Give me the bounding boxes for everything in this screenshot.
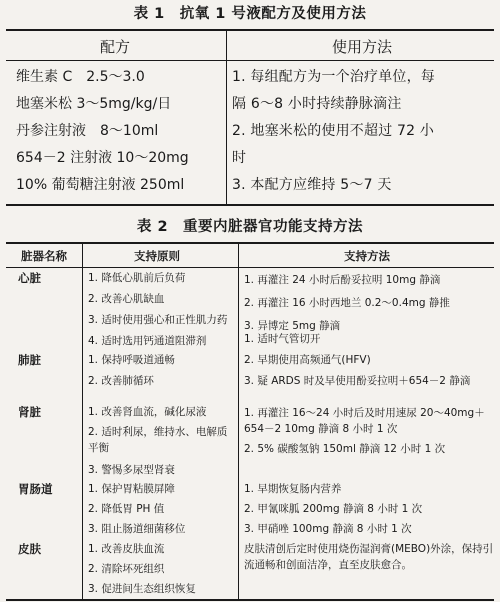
organ-lung: 肺脏 bbox=[18, 353, 41, 367]
principle-item: 3. 警惕多尿型肾衰 bbox=[88, 464, 175, 476]
usage-line: 时 bbox=[232, 150, 247, 166]
usage-line: 隔 6～8 小时持续静脉滴注 bbox=[232, 96, 402, 112]
table1-column-divider bbox=[226, 30, 227, 206]
principles-skin bbox=[88, 541, 236, 597]
principle-item: 3. 阻止肠道细菌移位 bbox=[88, 523, 186, 535]
methods-gi-tract bbox=[244, 481, 494, 537]
principle-item: 1. 改善肾血流，碱化尿液 bbox=[88, 406, 207, 418]
principle-item: 3. 促进间生态组织恢复 bbox=[88, 583, 196, 595]
methods-kidney bbox=[244, 405, 494, 457]
formula-line: 丹参注射液 8～10ml bbox=[16, 123, 159, 139]
organ-heart: 心脏 bbox=[18, 271, 41, 285]
table1-header-usage: 使用方法 bbox=[331, 38, 392, 56]
methods-lung bbox=[244, 331, 494, 389]
table1-bottom-rule bbox=[6, 204, 494, 206]
usage-line: 2. 地塞米松的使用不超过 72 小 bbox=[232, 123, 435, 139]
organ-kidney: 肾脏 bbox=[18, 405, 41, 419]
principle-item: 1. 降低心肌前后负荷 bbox=[88, 272, 186, 284]
principle-item: 2. 改善肺循环 bbox=[88, 375, 154, 387]
method-item: 皮肤清创后定时使用烧伤湿润膏(MEBO)外涂，保持引流通畅和创面洁净，直至皮肤愈合。 bbox=[244, 543, 494, 571]
table2-header-principle: 支持原则 bbox=[134, 249, 180, 263]
table2-header-organ: 脏器名称 bbox=[21, 249, 67, 263]
formula-line: 654－2 注射液 10～20mg bbox=[16, 150, 189, 166]
principle-item: 4. 适时选用钙通道阻滞剂 bbox=[88, 335, 207, 347]
method-item: 3. 疑 ARDS 时及早使用酚妥拉明＋654－2 静滴 bbox=[244, 375, 471, 387]
table2-caption: 表 2 重要内脏器官功能支持方法 bbox=[136, 219, 364, 235]
principles-heart bbox=[88, 270, 236, 349]
method-item: 3. 异博定 5mg 静滴 bbox=[244, 320, 341, 332]
method-item: 2. 5% 碳酸氢钠 150ml 静滴 12 小时 1 次 bbox=[244, 443, 446, 455]
table1-header-formula: 配方 bbox=[99, 38, 130, 56]
formula-line: 10% 葡萄糖注射液 250ml bbox=[16, 177, 185, 193]
principle-item: 2. 清除坏死组织 bbox=[88, 563, 165, 575]
method-item: 1. 再灌注 24 小时后酚妥拉明 10mg 静滴 bbox=[244, 274, 441, 286]
formula-line: 地塞米松 3～5mg/kg/日 bbox=[16, 96, 172, 112]
methods-heart bbox=[244, 270, 494, 334]
method-item: 2. 甲氰咪胍 200mg 静滴 8 小时 1 次 bbox=[244, 503, 423, 515]
principle-item: 2. 降低胃 PH 值 bbox=[88, 503, 165, 515]
principle-item: 1. 改善皮肤血流 bbox=[88, 543, 165, 555]
organ-gi-tract: 胃肠道 bbox=[18, 482, 53, 496]
usage-line: 1. 每组配方为一个治疗单位，每 bbox=[232, 69, 436, 85]
table2-bottom-rule bbox=[6, 599, 494, 601]
method-item: 2. 再灌注 16 小时西地兰 0.2～0.4mg 静推 bbox=[244, 297, 450, 309]
table2-header-method: 支持方法 bbox=[344, 249, 390, 263]
table2-divider-2 bbox=[238, 243, 239, 600]
principles-gi-tract bbox=[88, 481, 236, 537]
method-item: 3. 甲硝唑 100mg 静滴 8 小时 1 次 bbox=[244, 523, 412, 535]
table1-formula-column bbox=[16, 64, 224, 199]
principles-kidney bbox=[88, 404, 236, 478]
principle-item: 3. 适时使用强心和正性肌力药 bbox=[88, 314, 228, 326]
methods-skin bbox=[244, 541, 494, 573]
table1-usage-column bbox=[232, 64, 490, 199]
method-item: 1. 再灌注 16～24 小时后及时用速尿 20～40mg＋654－2 10mg 静滴 8 小时 1 次 bbox=[244, 407, 485, 435]
table1-caption: 表 1 抗氧 1 号液配方及使用方法 bbox=[133, 6, 367, 22]
table2-top-rule bbox=[6, 242, 494, 244]
principle-item: 1. 保护胃粘膜屏障 bbox=[88, 483, 175, 495]
formula-line: 维生素 C 2.5～3.0 bbox=[16, 69, 145, 85]
organ-skin: 皮肤 bbox=[18, 542, 41, 556]
principle-item: 2. 适时利尿，维持水、电解质平衡 bbox=[88, 426, 228, 454]
principles-lung bbox=[88, 352, 236, 389]
table2-divider-1 bbox=[82, 243, 83, 600]
table1-top-rule bbox=[6, 29, 494, 31]
method-item: 2. 早期使用高频通气(HFV) bbox=[244, 354, 371, 366]
method-item: 1. 适时气管切开 bbox=[244, 333, 321, 345]
principle-item: 1. 保持呼吸道通畅 bbox=[88, 354, 175, 366]
method-item: 1. 早期恢复肠内营养 bbox=[244, 483, 342, 495]
table1-header-rule bbox=[6, 60, 494, 61]
table2-header-rule bbox=[6, 267, 494, 268]
usage-line: 3. 本配方应维持 5～7 天 bbox=[232, 177, 392, 193]
principle-item: 2. 改善心肌缺血 bbox=[88, 293, 165, 305]
